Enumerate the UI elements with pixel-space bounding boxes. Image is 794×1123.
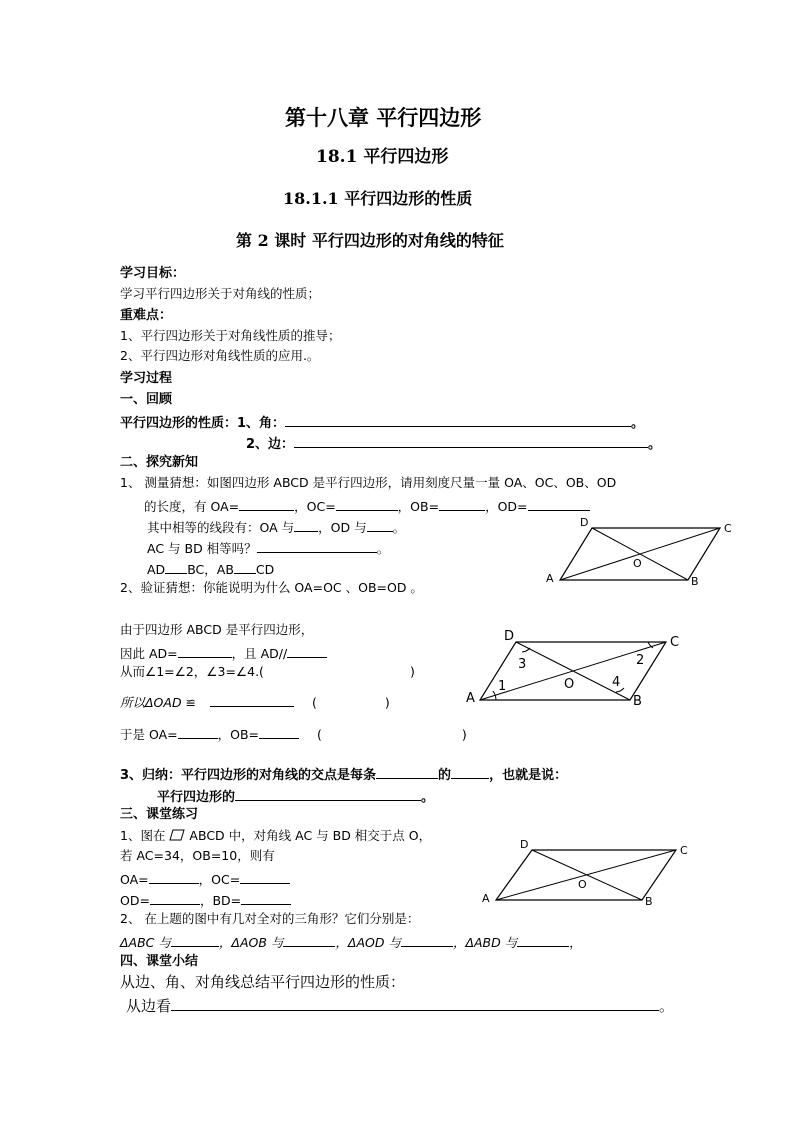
text-segment: 的 <box>438 768 452 783</box>
oc-blank[interactable] <box>336 498 398 511</box>
proof-line-5 <box>120 726 467 742</box>
text-segment: 。 <box>421 790 435 805</box>
proof-ob-blank[interactable] <box>259 726 299 739</box>
ob-blank[interactable] <box>439 498 485 511</box>
practice-pairs <box>120 934 582 950</box>
review-end-mark: 。 <box>648 437 662 452</box>
vertex-label-c: C <box>680 844 688 857</box>
explore-line-3 <box>147 519 405 535</box>
explore-line-1: 1、 测量猜想：如图四边形 ABCD 是平行四边形，请用刻度尺量一量 OA、OC、OB、OD <box>120 475 617 490</box>
diagonal-bd <box>532 850 642 900</box>
summary-line-2 <box>126 996 674 1014</box>
text-segment: OD= <box>120 893 150 908</box>
center-label-o: O <box>633 557 642 570</box>
vertex-label-b: B <box>691 575 699 588</box>
practice-bd-blank[interactable] <box>241 892 291 905</box>
review-side-prefix: 2、边： <box>246 437 295 452</box>
angle-label-3: 3 <box>518 657 527 672</box>
parallelogram-figure-2 <box>460 629 690 714</box>
oa-blank[interactable] <box>239 498 294 511</box>
proof-oa-blank[interactable] <box>178 726 218 739</box>
text-segment: 从边看 <box>126 997 172 1015</box>
lesson-title: 第 2 课时 平行四边形的对角线的特征 <box>236 231 504 250</box>
angle-arc-3 <box>522 648 530 652</box>
vertex-label-a: A <box>546 572 554 585</box>
text-segment: 。 <box>659 997 675 1015</box>
summary-heading: 四、课堂小结 <box>120 954 199 969</box>
center-label-o: O <box>564 677 575 692</box>
text-segment: ，且 AD// <box>231 646 288 661</box>
review-heading: 一、回顾 <box>120 392 173 407</box>
text-segment: ， <box>569 935 582 950</box>
chapter-title: 第十八章 平行四边形 <box>285 105 482 130</box>
review-angle-line <box>120 414 644 430</box>
congruent-triangle-blank[interactable] <box>210 694 294 707</box>
section-title: 18.1 平行四边形 <box>316 147 449 167</box>
review-side-line <box>246 435 661 451</box>
text-segment: 。 <box>392 520 406 535</box>
vertex-label-a: A <box>482 892 490 905</box>
proof-line-4 <box>120 694 390 710</box>
process-heading: 学习过程 <box>120 371 173 386</box>
vertex-label-c: C <box>670 635 680 650</box>
key-point-2: 2、平行四边形对角线性质的应用.。 <box>120 348 320 363</box>
text-segment: ，OC= <box>198 872 241 887</box>
text-segment: AC 与 BD 相等吗？ <box>147 541 257 556</box>
text-segment: ) <box>409 664 415 679</box>
vertex-label-b: B <box>645 895 653 908</box>
practice-q1-line-3 <box>120 871 290 887</box>
angle-label-4: 4 <box>612 675 621 690</box>
parallelogram-symbol-icon <box>169 829 185 841</box>
text-segment: ΔABC 与 <box>120 935 171 950</box>
parallelogram-figure-3 <box>480 838 690 910</box>
practice-q1-line-1 <box>120 829 431 843</box>
equal-seg-1-blank[interactable] <box>294 519 318 532</box>
text-segment: ，ΔAOB 与 <box>218 935 284 950</box>
text-segment: ，ΔAOD 与 <box>335 935 401 950</box>
diagonal-bd <box>592 528 688 580</box>
explore-heading: 二、探究新知 <box>120 455 199 470</box>
text-segment: ，OD= <box>485 499 528 514</box>
text-segment: 。 <box>376 541 390 556</box>
text-segment: 3、归纳：平行四边形的对角线的交点是每条 <box>120 768 377 783</box>
midpoint-blank[interactable] <box>451 766 489 779</box>
angle-label-2: 2 <box>636 653 645 668</box>
ab-cd-blank[interactable] <box>234 561 256 574</box>
ad-equals-blank[interactable] <box>178 645 232 658</box>
text-segment: AD <box>147 562 166 577</box>
text-segment: ) <box>384 695 390 710</box>
text-segment: 所以ΔOAD ≌ <box>120 695 197 710</box>
practice-q2: 2、 在上题的图中有几对全对的三角形？它们分别是： <box>120 911 420 926</box>
text-segment: ，BD= <box>199 893 242 908</box>
pair-aob-blank[interactable] <box>283 934 335 947</box>
text-segment: CD <box>255 562 275 577</box>
goals-item: 学习平行四边形关于对角线的性质； <box>120 286 321 301</box>
practice-oa-blank[interactable] <box>149 871 199 884</box>
practice-q1-line-4 <box>120 892 291 908</box>
proof-line-2 <box>120 645 327 661</box>
vertex-label-b: B <box>633 694 642 709</box>
vertex-label-a: A <box>466 691 475 706</box>
text-segment: ，OB= <box>397 499 440 514</box>
review-end-mark: 。 <box>631 416 645 431</box>
text-segment: 从而∠1=∠2，∠3=∠4.( <box>120 664 264 679</box>
explore-line-2 <box>144 498 590 514</box>
vertex-label-d: D <box>520 838 529 851</box>
proof-line-1: 由于四边形 ABCD 是平行四边形， <box>120 622 314 637</box>
goals-heading: 学习目标： <box>120 266 186 281</box>
parallelogram-figure-1 <box>540 516 740 590</box>
text-segment: 的长度，有 OA= <box>144 499 240 514</box>
practice-heading: 三、课堂练习 <box>120 807 199 822</box>
text-segment: ，ΔABD 与 <box>452 935 518 950</box>
text-segment: 其中相等的线段有：OA 与 <box>147 520 295 535</box>
angle-label-1: 1 <box>498 679 507 694</box>
summary-side-blank[interactable] <box>171 996 659 1011</box>
text-segment: BC，AB <box>187 562 234 577</box>
equal-seg-2-blank[interactable] <box>367 519 393 532</box>
ad-bc-blank[interactable] <box>165 561 187 574</box>
pair-abd-blank[interactable] <box>517 934 569 947</box>
subsection-title: 18.1.1 平行四边形的性质 <box>283 189 473 208</box>
practice-q1-line-2: 若 AC=34，OB=10，则有 <box>120 848 275 863</box>
od-blank[interactable] <box>528 498 590 511</box>
practice-od-blank[interactable] <box>150 892 200 905</box>
explore-line-6: 2、验证猜想：你能说明为什么 OA=OC 、OB=OD 。 <box>120 580 423 595</box>
text-segment: 因此 AD= <box>120 646 178 661</box>
induction-line-1 <box>120 766 567 782</box>
vertex-label-d: D <box>504 629 515 644</box>
pair-abc-blank[interactable] <box>171 934 219 947</box>
text-segment: ，OB= <box>217 727 260 742</box>
review-angle-blank[interactable] <box>285 414 631 427</box>
key-points-heading: 重难点： <box>120 308 173 323</box>
explore-line-4 <box>147 540 389 556</box>
vertex-label-c: C <box>724 522 732 535</box>
text-segment: ，也就是说： <box>489 768 568 783</box>
key-point-1: 1、平行四边形关于对角线性质的推导； <box>120 328 341 343</box>
explore-line-5 <box>147 561 274 577</box>
pair-aod-blank[interactable] <box>401 934 453 947</box>
property-blank[interactable] <box>235 788 421 801</box>
ad-parallel-blank[interactable] <box>287 645 327 658</box>
text-segment: ABCD 中，对角线 AC 与 BD 相交于点 O， <box>189 828 432 843</box>
text-segment: ) <box>461 727 467 742</box>
review-side-blank[interactable] <box>294 435 648 448</box>
text-segment: 1、图在 <box>120 828 166 843</box>
proof-line-3 <box>120 666 415 679</box>
review-angle-prefix: 平行四边形的性质：1、角： <box>120 416 286 431</box>
text-segment: OA= <box>120 872 149 887</box>
diagonal-blank[interactable] <box>376 766 438 779</box>
summary-line-1: 从边、角、对角线总结平行四边形的性质： <box>120 973 406 991</box>
text-segment: 平行四边形的 <box>157 790 236 805</box>
practice-oc-blank[interactable] <box>240 871 290 884</box>
text-segment: ，OC= <box>294 499 336 514</box>
vertex-label-d: D <box>580 516 589 529</box>
text-segment: 于是 OA= <box>120 727 178 742</box>
induction-line-2 <box>157 788 434 804</box>
text-segment: ( <box>312 695 317 710</box>
ac-bd-blank[interactable] <box>257 540 377 553</box>
center-label-o: O <box>578 878 587 891</box>
text-segment: ( <box>317 727 322 742</box>
text-segment: ，OD 与 <box>318 520 367 535</box>
